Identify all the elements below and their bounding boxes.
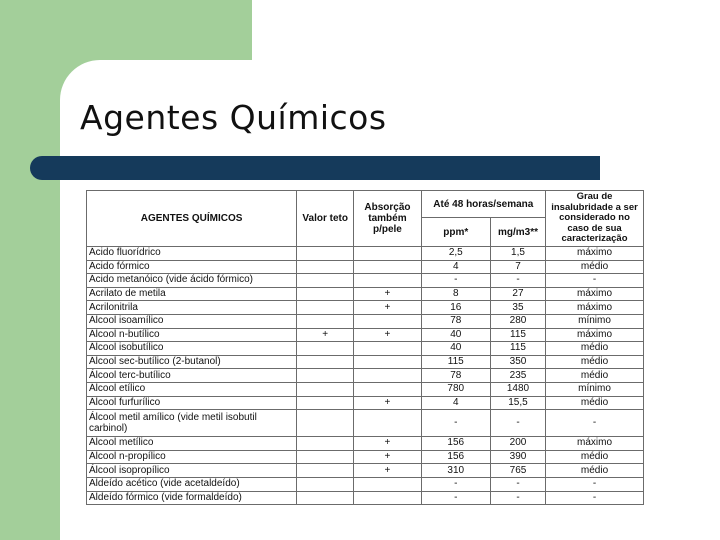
- header-absorcao: Absorção também p/pele: [354, 191, 421, 247]
- cell-valor-teto: +: [297, 328, 354, 342]
- chemical-agents-table: [86, 190, 644, 505]
- cell-ppm: -: [421, 410, 490, 437]
- table-row: [87, 437, 644, 451]
- cell-absorcao: [354, 342, 421, 356]
- cell-valor-teto: [297, 491, 354, 505]
- table-row: [87, 274, 644, 288]
- cell-absorcao: [354, 247, 421, 261]
- cell-absorcao: [354, 274, 421, 288]
- cell-absorcao: [354, 369, 421, 383]
- cell-mg: -: [490, 410, 545, 437]
- cell-ppm: 156: [421, 450, 490, 464]
- cell-agent-name: Álcool terc-butílico: [87, 369, 297, 383]
- cell-ppm: 4: [421, 260, 490, 274]
- cell-valor-teto: [297, 274, 354, 288]
- table-row: [87, 410, 644, 437]
- cell-mg: 1,5: [490, 247, 545, 261]
- cell-valor-teto: [297, 260, 354, 274]
- cell-valor-teto: [297, 355, 354, 369]
- cell-grau: -: [546, 410, 644, 437]
- cell-agent-name: Álcool isopropílico: [87, 464, 297, 478]
- cell-absorcao: [354, 477, 421, 491]
- cell-ppm: 2,5: [421, 247, 490, 261]
- cell-ppm: 40: [421, 328, 490, 342]
- cell-grau: máximo: [546, 247, 644, 261]
- table-row: [87, 464, 644, 478]
- cell-agent-name: Álcool metil amílico (vide metil isobutil carbinol): [87, 410, 297, 437]
- cell-absorcao: +: [354, 450, 421, 464]
- table-row: [87, 369, 644, 383]
- cell-ppm: 156: [421, 437, 490, 451]
- cell-grau: máximo: [546, 287, 644, 301]
- cell-mg: 115: [490, 328, 545, 342]
- cell-absorcao: +: [354, 328, 421, 342]
- table-row: [87, 382, 644, 396]
- cell-grau: mínimo: [546, 314, 644, 328]
- cell-absorcao: +: [354, 287, 421, 301]
- cell-grau: -: [546, 477, 644, 491]
- cell-valor-teto: [297, 464, 354, 478]
- table-row: [87, 355, 644, 369]
- slide-title: Agentes Químicos: [80, 98, 387, 137]
- cell-mg: 115: [490, 342, 545, 356]
- cell-agent-name: Acrilonitrila: [87, 301, 297, 315]
- cell-absorcao: +: [354, 464, 421, 478]
- cell-ppm: 40: [421, 342, 490, 356]
- cell-valor-teto: [297, 369, 354, 383]
- cell-valor-teto: [297, 287, 354, 301]
- cell-agent-name: Álcool isoamílico: [87, 314, 297, 328]
- cell-agent-name: Álcool etílico: [87, 382, 297, 396]
- cell-valor-teto: [297, 450, 354, 464]
- cell-ppm: 4: [421, 396, 490, 410]
- chemical-agents-table-container: [86, 190, 644, 505]
- cell-absorcao: [354, 314, 421, 328]
- table-row: [87, 328, 644, 342]
- cell-mg: -: [490, 477, 545, 491]
- header-ppm: ppm*: [421, 218, 490, 247]
- cell-grau: médio: [546, 464, 644, 478]
- cell-grau: médio: [546, 369, 644, 383]
- table-row: [87, 450, 644, 464]
- header-mg: mg/m3**: [490, 218, 545, 247]
- cell-grau: médio: [546, 342, 644, 356]
- header-agentes: AGENTES QUÍMICOS: [87, 191, 297, 247]
- background-green-strip: [0, 60, 60, 540]
- table-row: [87, 247, 644, 261]
- cell-ppm: 8: [421, 287, 490, 301]
- cell-agent-name: Aldeído fórmico (vide formaldeído): [87, 491, 297, 505]
- cell-grau: médio: [546, 396, 644, 410]
- cell-absorcao: [354, 382, 421, 396]
- cell-grau: médio: [546, 260, 644, 274]
- table-row: [87, 287, 644, 301]
- cell-absorcao: [354, 260, 421, 274]
- cell-grau: máximo: [546, 301, 644, 315]
- cell-valor-teto: [297, 342, 354, 356]
- table-row: [87, 477, 644, 491]
- cell-grau: médio: [546, 450, 644, 464]
- cell-ppm: 78: [421, 369, 490, 383]
- cell-mg: 15,5: [490, 396, 545, 410]
- cell-valor-teto: [297, 477, 354, 491]
- cell-absorcao: [354, 410, 421, 437]
- cell-mg: 390: [490, 450, 545, 464]
- cell-agent-name: Ácido metanóico (vide ácido fórmico): [87, 274, 297, 288]
- cell-ppm: -: [421, 274, 490, 288]
- cell-grau: mínimo: [546, 382, 644, 396]
- cell-absorcao: +: [354, 437, 421, 451]
- cell-agent-name: Álcool sec-butílico (2-butanol): [87, 355, 297, 369]
- table-row: [87, 314, 644, 328]
- table-row: [87, 301, 644, 315]
- cell-valor-teto: [297, 410, 354, 437]
- header-valor-teto: Valor teto: [297, 191, 354, 247]
- cell-valor-teto: [297, 437, 354, 451]
- table-row: [87, 396, 644, 410]
- cell-ppm: 78: [421, 314, 490, 328]
- cell-mg: -: [490, 491, 545, 505]
- cell-ppm: 780: [421, 382, 490, 396]
- cell-agent-name: Álcool n-butílico: [87, 328, 297, 342]
- cell-valor-teto: [297, 314, 354, 328]
- cell-grau: médio: [546, 355, 644, 369]
- cell-agent-name: Aldeído acético (vide acetaldeído): [87, 477, 297, 491]
- cell-valor-teto: [297, 247, 354, 261]
- cell-mg: 35: [490, 301, 545, 315]
- cell-valor-teto: [297, 382, 354, 396]
- cell-mg: -: [490, 274, 545, 288]
- table-row: [87, 260, 644, 274]
- cell-valor-teto: [297, 396, 354, 410]
- cell-mg: 280: [490, 314, 545, 328]
- cell-agent-name: Álcool n-propílico: [87, 450, 297, 464]
- cell-grau: máximo: [546, 437, 644, 451]
- table-row: [87, 491, 644, 505]
- cell-mg: 7: [490, 260, 545, 274]
- cell-grau: -: [546, 274, 644, 288]
- cell-ppm: -: [421, 491, 490, 505]
- cell-agent-name: Álcool isobutílico: [87, 342, 297, 356]
- table-row: [87, 342, 644, 356]
- title-underline-bar: [30, 156, 600, 180]
- cell-grau: máximo: [546, 328, 644, 342]
- cell-mg: 235: [490, 369, 545, 383]
- cell-mg: 1480: [490, 382, 545, 396]
- cell-agent-name: Álcool furfurílico: [87, 396, 297, 410]
- cell-valor-teto: [297, 301, 354, 315]
- cell-mg: 350: [490, 355, 545, 369]
- cell-absorcao: +: [354, 301, 421, 315]
- cell-ppm: 115: [421, 355, 490, 369]
- cell-mg: 200: [490, 437, 545, 451]
- cell-absorcao: [354, 355, 421, 369]
- cell-mg: 27: [490, 287, 545, 301]
- cell-ppm: 310: [421, 464, 490, 478]
- cell-mg: 765: [490, 464, 545, 478]
- cell-agent-name: Ácido fluorídrico: [87, 247, 297, 261]
- cell-ppm: -: [421, 477, 490, 491]
- cell-agent-name: Ácido fórmico: [87, 260, 297, 274]
- cell-agent-name: Acrilato de metila: [87, 287, 297, 301]
- cell-agent-name: Álcool metílico: [87, 437, 297, 451]
- table-body: [87, 247, 644, 505]
- header-grau-insalubridade: Grau de insalubridade a ser considerado no caso de sua caracterização: [546, 191, 644, 247]
- cell-absorcao: [354, 491, 421, 505]
- cell-absorcao: +: [354, 396, 421, 410]
- cell-grau: -: [546, 491, 644, 505]
- cell-ppm: 16: [421, 301, 490, 315]
- header-ate-48-horas: Até 48 horas/semana: [421, 191, 545, 218]
